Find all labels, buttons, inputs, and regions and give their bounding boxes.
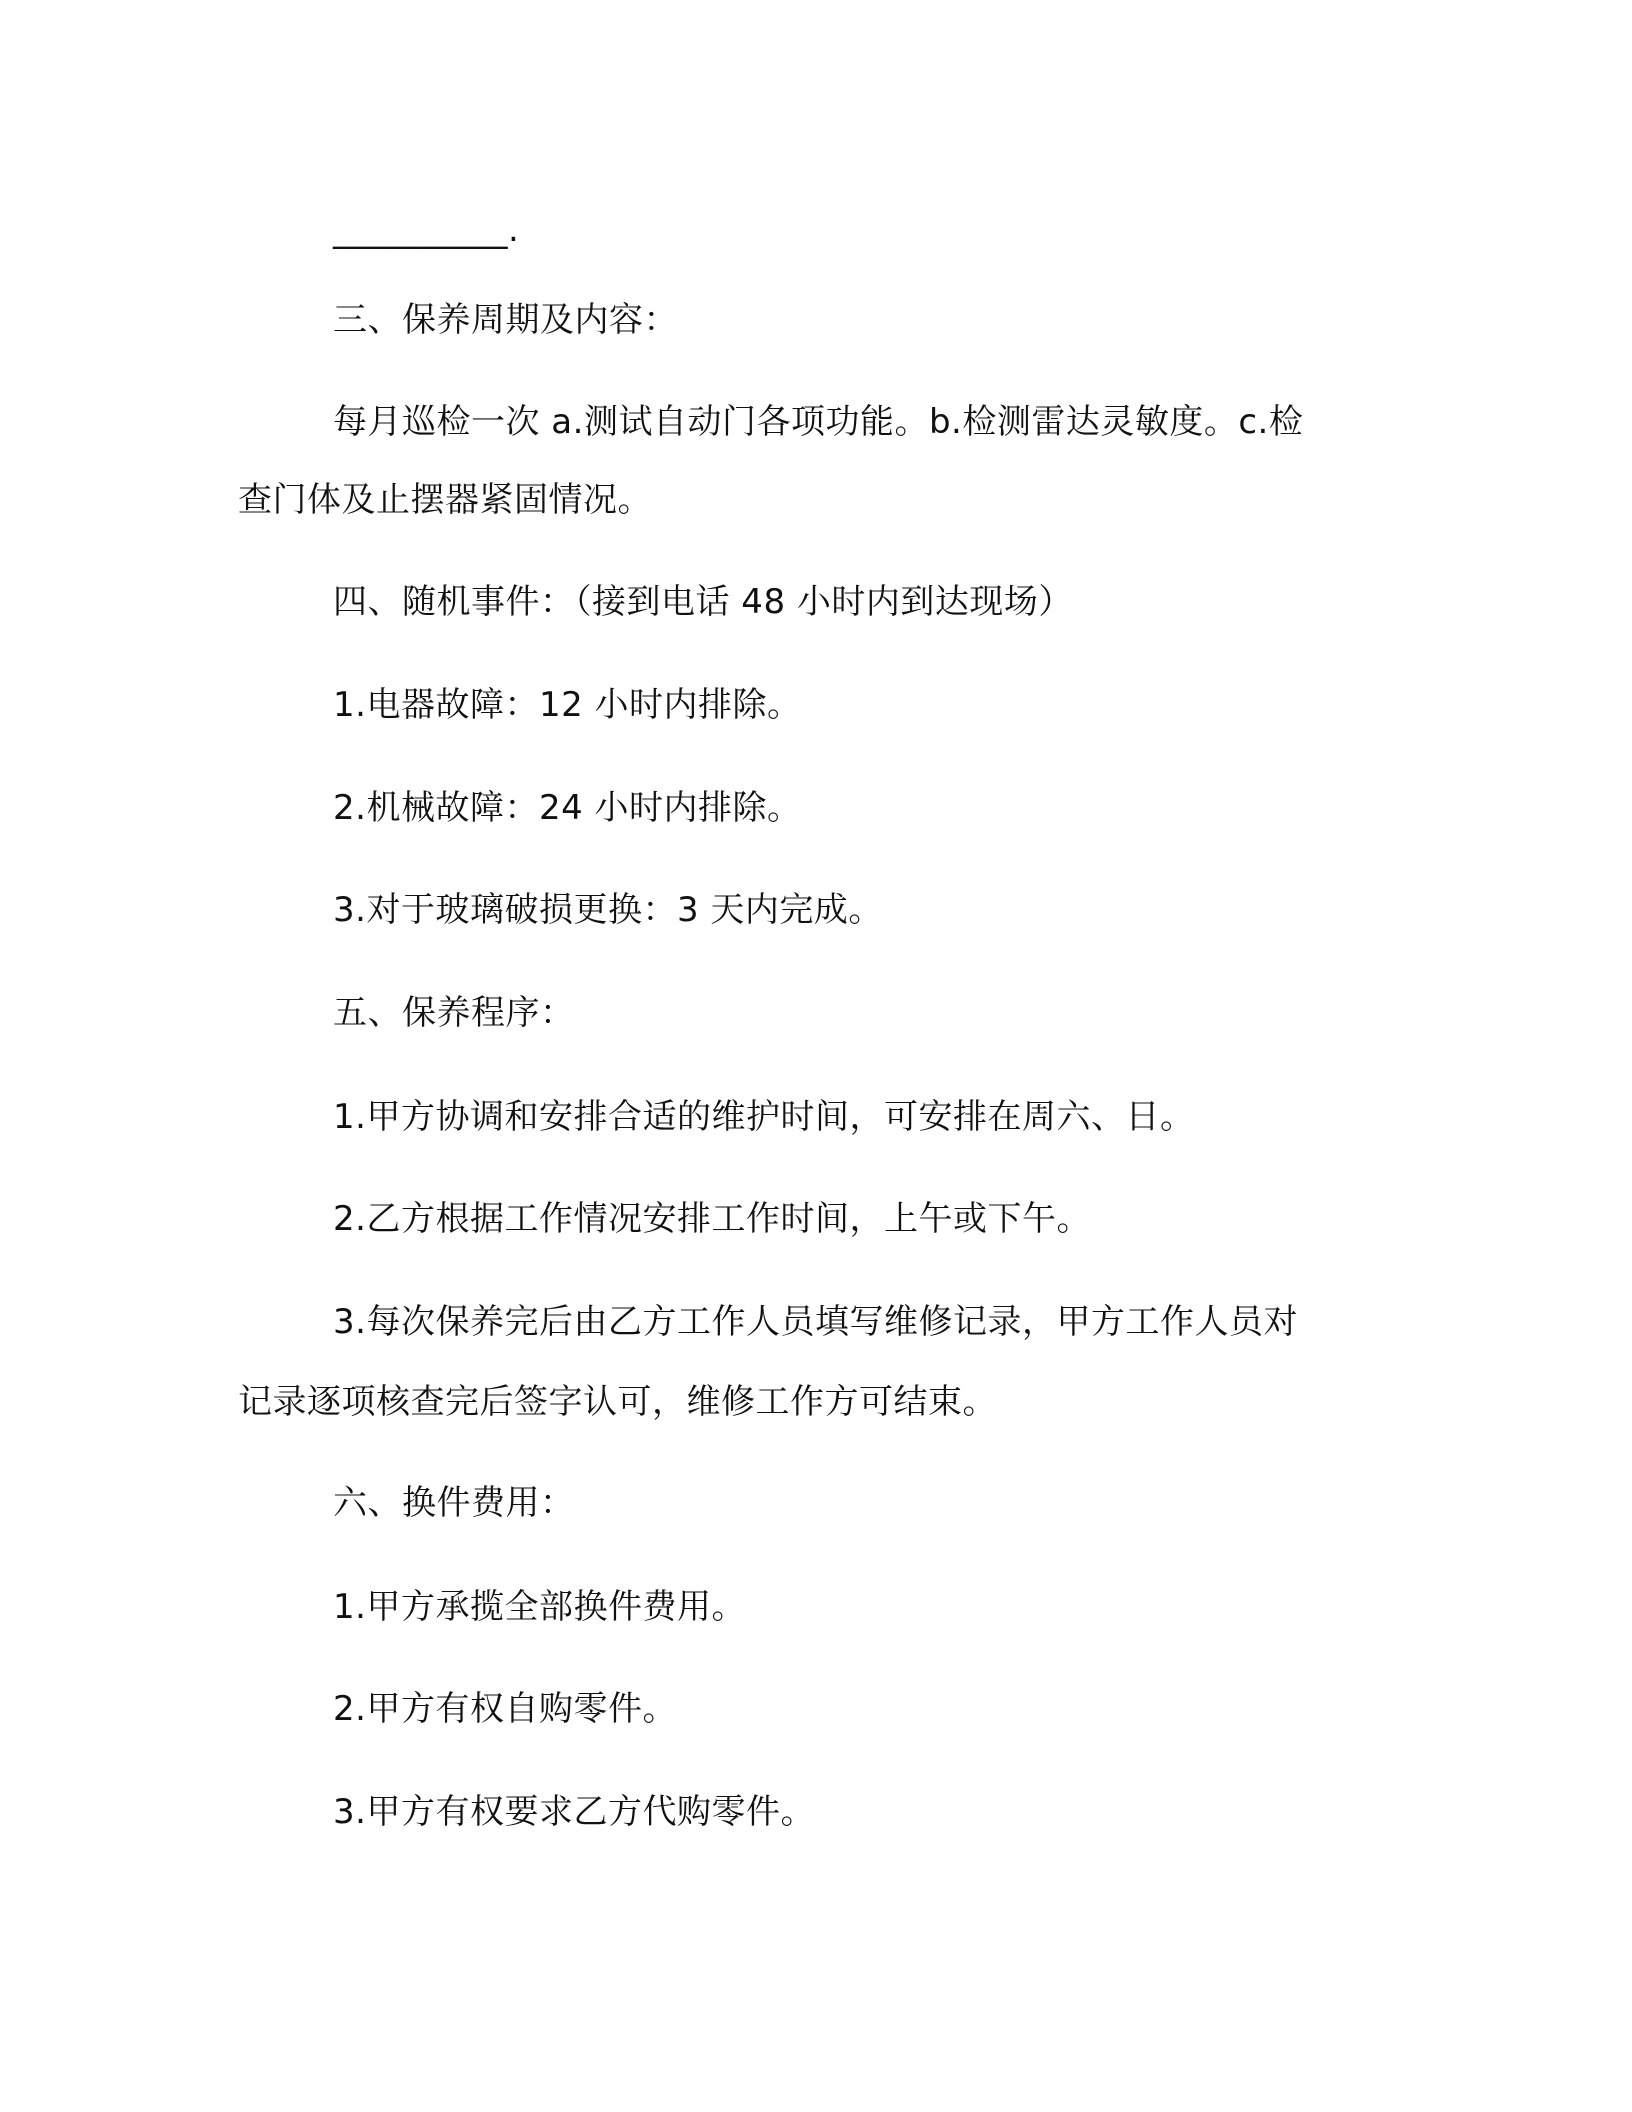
section6-item1: 1.甲方承揽全部换件费用。 [333,1587,746,1627]
section4-item1: 1.电器故障：12 小时内排除。 [333,685,802,725]
section3-heading: 三、保养周期及内容： [333,300,678,340]
section6-heading: 六、换件费用： [333,1483,575,1523]
section5-item1: 1.甲方协调和安排合适的维护时间，可安排在周六、日。 [333,1097,1195,1137]
section5-item2: 2.乙方根据工作情况安排工作时间，上午或下午。 [333,1199,1091,1239]
section6-item3: 3.甲方有权要求乙方代购零件。 [333,1792,815,1832]
section5-item3-line2: 记录逐项核查完后签字认可，维修工作方可结束。 [238,1382,997,1422]
section5-heading: 五、保养程序： [333,993,575,1033]
section4-item3: 3.对于玻璃破损更换：3 天内完成。 [333,890,883,930]
section4-heading: 四、随机事件：（接到电话 48 小时内到达现场） [333,582,1073,622]
section5-item3-line1: 3.每次保养完后由乙方工作人员填写维修记录，甲方工作人员对 [333,1302,1298,1342]
section3-text-line1: 每月巡检一次 a.测试自动门各项功能。b.检测雷达灵敏度。c.检 [333,402,1304,442]
blank-line: __________. [333,210,520,250]
section3-text-line2: 查门体及止摆器紧固情况。 [238,480,652,520]
section4-item2: 2.机械故障：24 小时内排除。 [333,788,802,828]
section6-item2: 2.甲方有权自购零件。 [333,1689,677,1729]
